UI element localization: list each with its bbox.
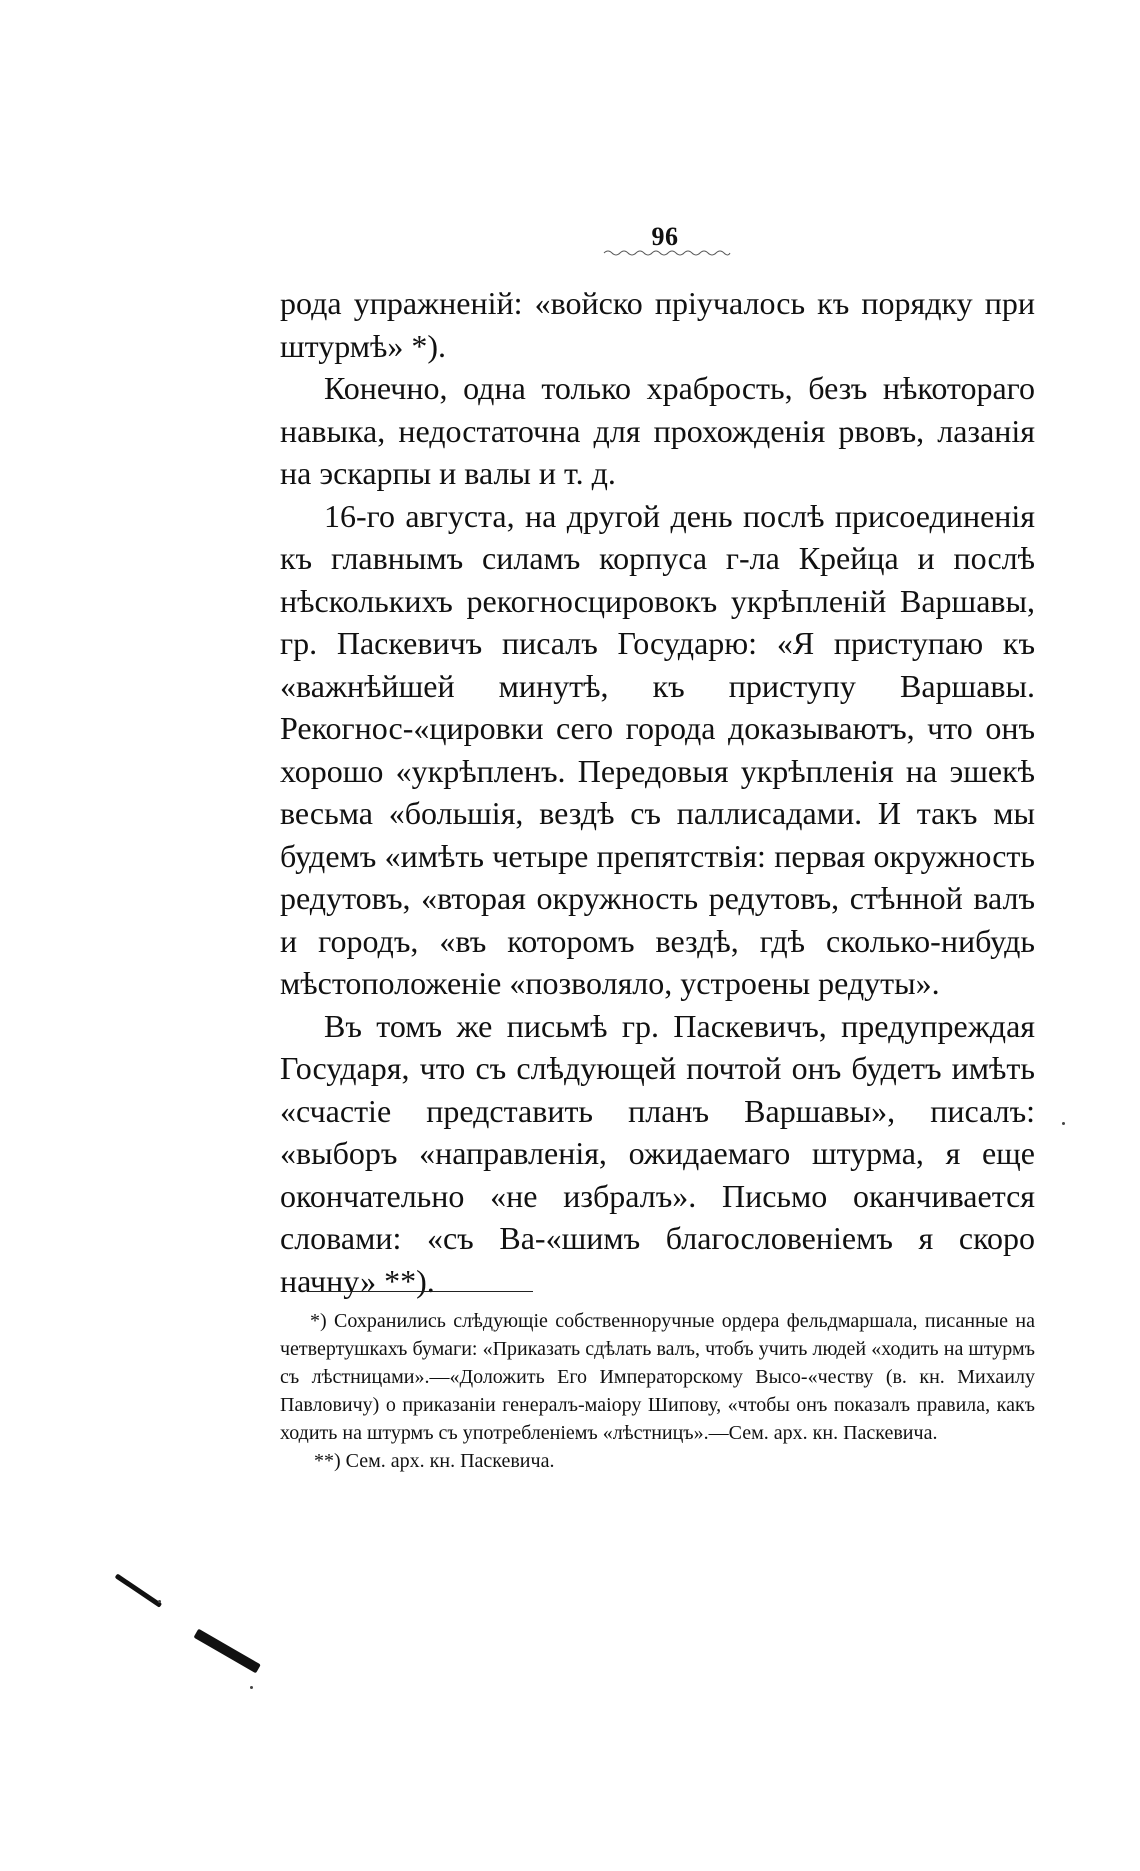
footnotes	[280, 1307, 1035, 1475]
footnote: **) Сем. арх. кн. Паскевича.	[314, 1450, 555, 1472]
ink-mark	[194, 1629, 261, 1674]
ink-speck	[1062, 1122, 1065, 1125]
main-text	[280, 282, 1035, 1302]
page-number: 96	[651, 222, 679, 251]
ink-speck	[250, 1686, 253, 1689]
ink-speck	[158, 1600, 161, 1603]
ornament-divider	[602, 248, 732, 258]
footnote-divider	[308, 1291, 533, 1292]
paragraph: 16-го августа, на другой день послѣ присоединенія къ главнымъ силамъ корпуса г-ла Крейца и послѣ нѣсколькихъ рекогносцировокъ укрѣпленій Варшавы, гр. Паскевичъ писалъ Государю: «Я приступаю къ «важнѣйшей минутѣ, къ приступу Варшавы. Рекогнос-«цировки сего города доказываютъ, что онъ хорошо «укрѣпленъ. Передовыя укрѣпленія на эшекѣ весьма «большія, вездѣ съ паллисадами. И такъ мы будемъ «имѣть четыре препятствія: первая окружность редутовъ, «вторая окружность редутовъ, стѣнной валъ и городъ, «въ которомъ вездѣ, гдѣ сколько-нибудь мѣстоположеніе «позволяло, устроены редуты».	[280, 497, 1035, 1001]
paragraph: рода упражненій: «войско пріучалось къ порядку при штурмѣ» *).	[280, 285, 1035, 364]
footnote: *) Сохранились слѣдующіе собственноручные ордера фельдмаршала, писанные на четвертушкахъ бумаги: «Приказать сдѣлать валъ, чтобъ учить людей «ходить на штурмъ съ лѣстницами».—«Доложить Его Императорскому Высо-«честву (в. кн. Михаилу Павловичу) о приказаніи генералъ-маіору Шипову, «чтобы онъ показалъ правила, какъ ходить на штурмъ съ употребленіемъ «лѣстницъ».—Сем. арх. кн. Паскевича.	[280, 1310, 1035, 1444]
ink-mark	[115, 1573, 163, 1607]
paragraph: Конечно, одна только храбрость, безъ нѣкотораго навыка, недостаточна для прохожденія рвовъ, лазанія на эскарпы и валы и т. д.	[280, 370, 1035, 491]
paragraph: Въ томъ же письмѣ гр. Паскевичъ, предупреждая Государя, что съ слѣдующей почтой онъ будетъ имѣть «счастіе представить планъ Варшавы», писалъ: «выборъ «направленія, ожидаемаго штурма, я еще окончательно «не избралъ». Письмо оканчивается словами: «съ Ва-«шимъ благословеніемъ я скоро начну» **).	[280, 1007, 1035, 1299]
